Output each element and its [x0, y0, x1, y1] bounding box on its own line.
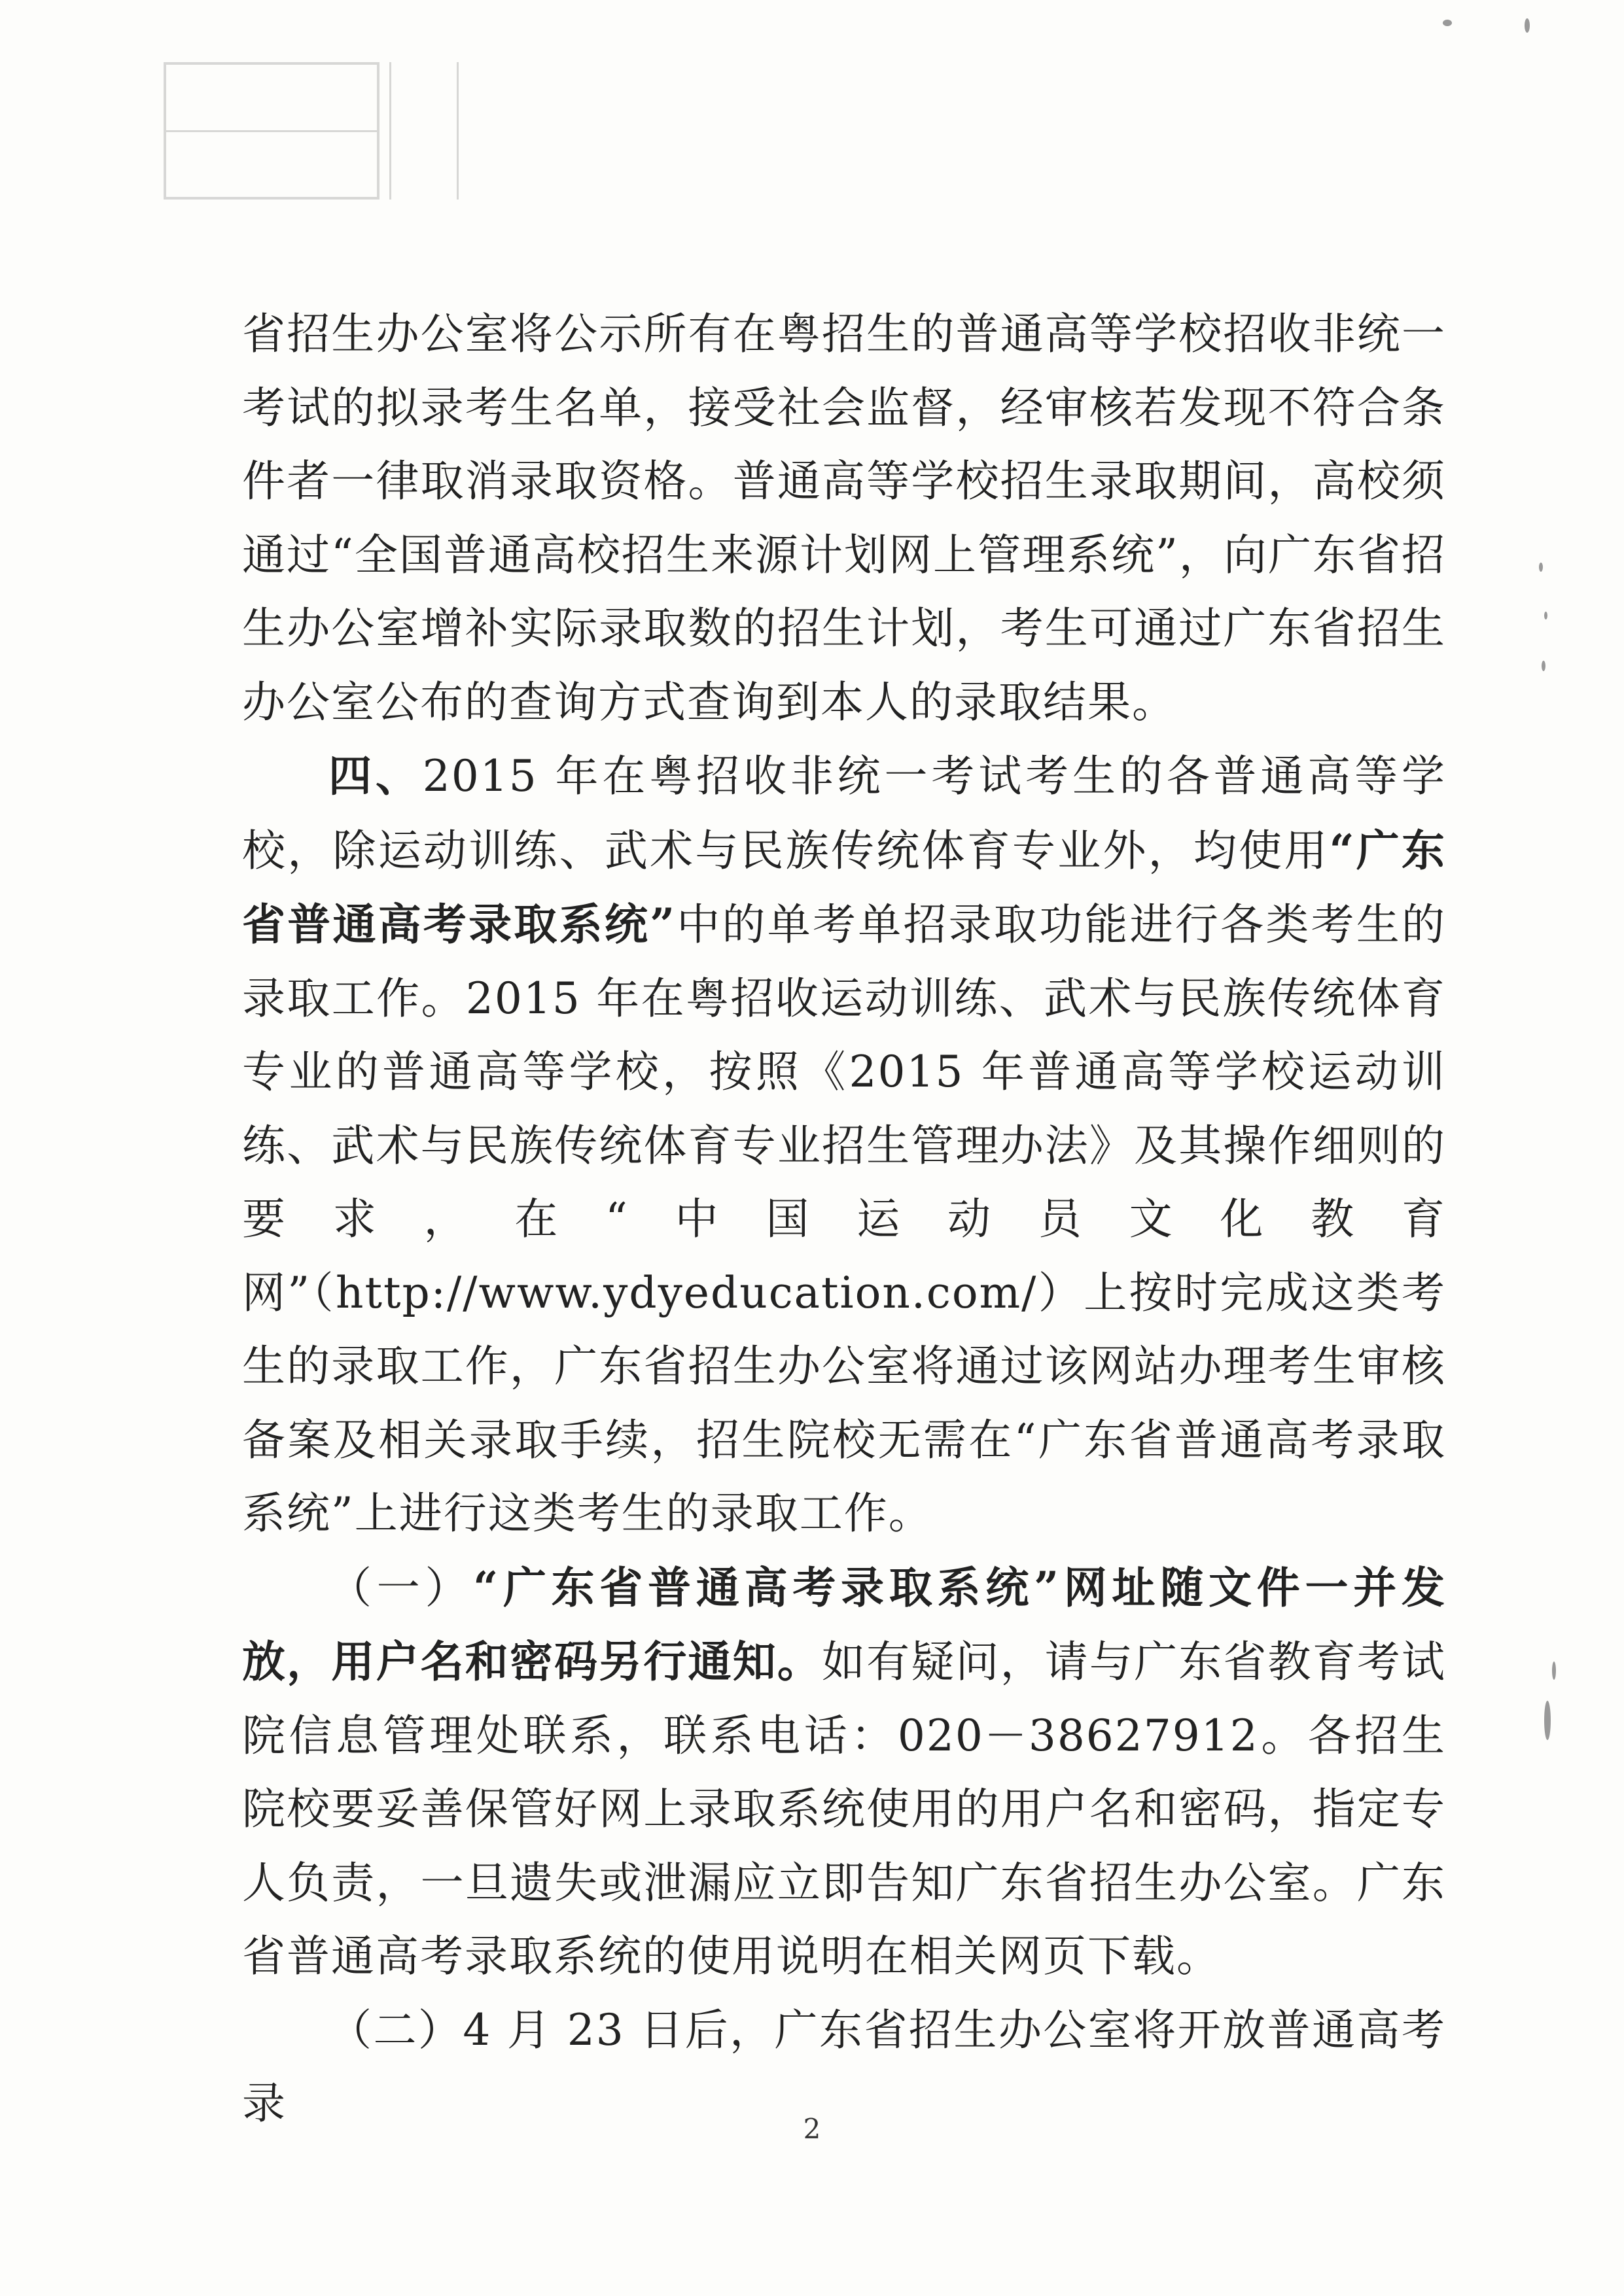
paragraph-0-segment-0: 省招生办公室将公示所有在粤招生的普通高等学校招收非统一考试的拟录考生名单，接受社会监督，经审核若发现不符合条件者一律取消录取资格。普通高等学校招生录取期间，高校须通过“全国普通高校招生来源计划网上管理系统”，向广东省招生办公室增补实际录取数的招生计划，考生可通过广东省招生办公室公布的查询方式查询到本人的录取结果。	[242, 309, 1446, 727]
faded-stamp-mark	[164, 62, 461, 203]
paragraph-1-segment-1: 2015 年在粤招收非统一考试考生的各普通高等学校，除运动训练、武术与民族传统体育专业外，均使用	[242, 751, 1446, 876]
paragraph-1-segment-3: 中的单考单招录取功能进行各类考生的录取工作。2015 年在粤招收运动训练、武术与民族传统体育专业的普通高等学校，按照《2015 年普通高等学校运动训练、武术与民族传统体育专业招生管理办法》及其操作细则的要求，在“中国运动员文化教育网”（http://www.ydyeducation.com/）上按时完成这类考生的录取工作，广东省招生办公室将通过该网站办理考生审核备案及相关录取手续，招生院校无需在“广东省普通高考录取系统”上进行这类考生的录取工作。	[242, 899, 1447, 1539]
paragraph-0	[242, 298, 1446, 739]
page-number: 2	[803, 2113, 821, 2145]
paragraph-2	[242, 1551, 1446, 1994]
paragraph-2-segment-0: （一）	[328, 1562, 474, 1613]
paragraph-1	[242, 739, 1446, 1551]
paragraph-2-segment-1: “广东省普通高考录取系统”网址随文件一并发放，用户名和密码另行通知。	[242, 1561, 1446, 1687]
paragraph-2-segment-2: 如有疑问，请与广东省教育考试院信息管理处联系，联系电话：020－38627912。各招生院校要妥善保管好网上录取系统使用的用户名和密码，指定专人负责，一旦遗失或泄漏应立即告知广东省招生办公室。广东省普通高考录取系统的使用说明在相关网页下载。	[242, 1637, 1446, 1981]
paragraph-1-segment-2: “广东省普通高考录取系统”	[242, 824, 1447, 950]
paragraph-3-segment-0: （二）4 月 23 日后，广东省招生办公室将开放普通高考录	[242, 2004, 1446, 2129]
document-body	[242, 298, 1446, 2141]
paragraph-1-segment-0: 四、	[328, 750, 423, 801]
